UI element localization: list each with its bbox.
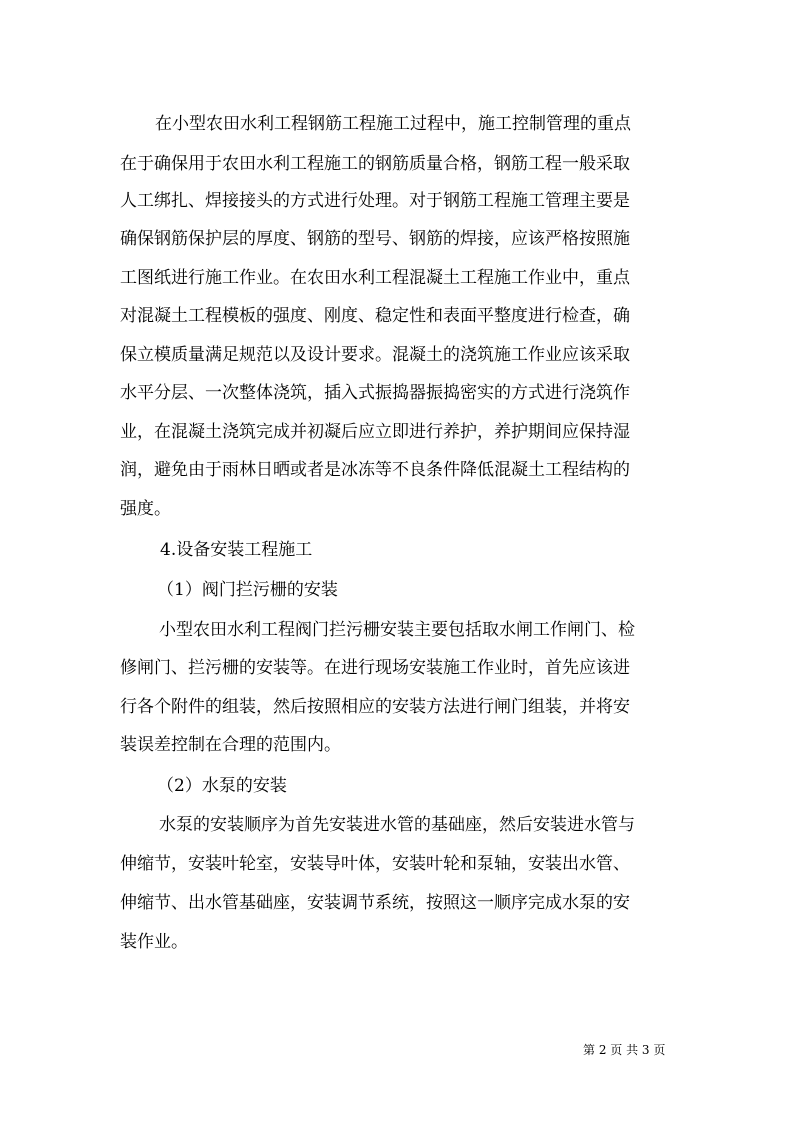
text-line-14: 行各个附件的组装，然后按照相应的安装方法进行闸门组装，并将安 (120, 697, 630, 717)
text-line-11: 强度。 (120, 499, 171, 519)
text-line-7: 保立模质量满足规范以及设计要求。混凝土的浇筑施工作业应该采取 (120, 345, 630, 365)
section-heading-4: 4.设备安装工程施工 (160, 540, 313, 560)
text-line-3: 人工绑扎、焊接接头的方式进行处理。对于钢筋工程施工管理主要是 (120, 191, 630, 211)
page-footer: 第 2 页 共 3 页 (583, 1043, 666, 1057)
text-line-8: 水平分层、一次整体浇筑，插入式振捣器振捣密实的方式进行浇筑作 (120, 383, 630, 403)
text-line-1: 在小型农田水利工程钢筋工程施工过程中，施工控制管理的重点 (155, 114, 631, 134)
text-line-12: 小型农田水利工程阀门拦污栅安装主要包括取水闸工作闸门、检 (159, 620, 635, 640)
text-line-9: 业，在混凝土浇筑完成并初凝后应立即进行养护，养护期间应保持湿 (120, 422, 630, 442)
subsection-heading-1: （1）阀门拦污栅的安装 (157, 580, 338, 600)
text-line-13: 修闸门、拦污栅的安装等。在进行现场安装施工作业时，首先应该进 (120, 658, 630, 678)
subsection-heading-2: （2）水泵的安装 (157, 776, 287, 796)
text-line-10: 润，避免由于雨林日晒或者是冰冻等不良条件降低混凝土工程结构的 (120, 460, 630, 480)
text-line-19: 装作业。 (120, 932, 188, 952)
text-line-15: 装误差控制在合理的范围内。 (120, 735, 341, 755)
text-line-6: 对混凝土工程模板的强度、刚度、稳定性和表面平整度进行检查，确 (120, 306, 630, 326)
text-line-2: 在于确保用于农田水利工程施工的钢筋质量合格，钢筋工程一般采取 (120, 154, 630, 174)
text-line-4: 确保钢筋保护层的厚度、钢筋的型号、钢筋的焊接，应该严格按照施 (120, 229, 630, 249)
text-line-18: 伸缩节、出水管基础座，安装调节系统，按照这一顺序完成水泵的安 (120, 893, 630, 913)
text-line-16: 水泵的安装顺序为首先安装进水管的基础座，然后安装进水管与 (159, 815, 635, 835)
text-line-5: 工图纸进行施工作业。在农田水利工程混凝土工程施工作业中，重点 (120, 268, 630, 288)
text-line-17: 伸缩节，安装叶轮室，安装导叶体，安装叶轮和泵轴，安装出水管、 (120, 854, 630, 874)
